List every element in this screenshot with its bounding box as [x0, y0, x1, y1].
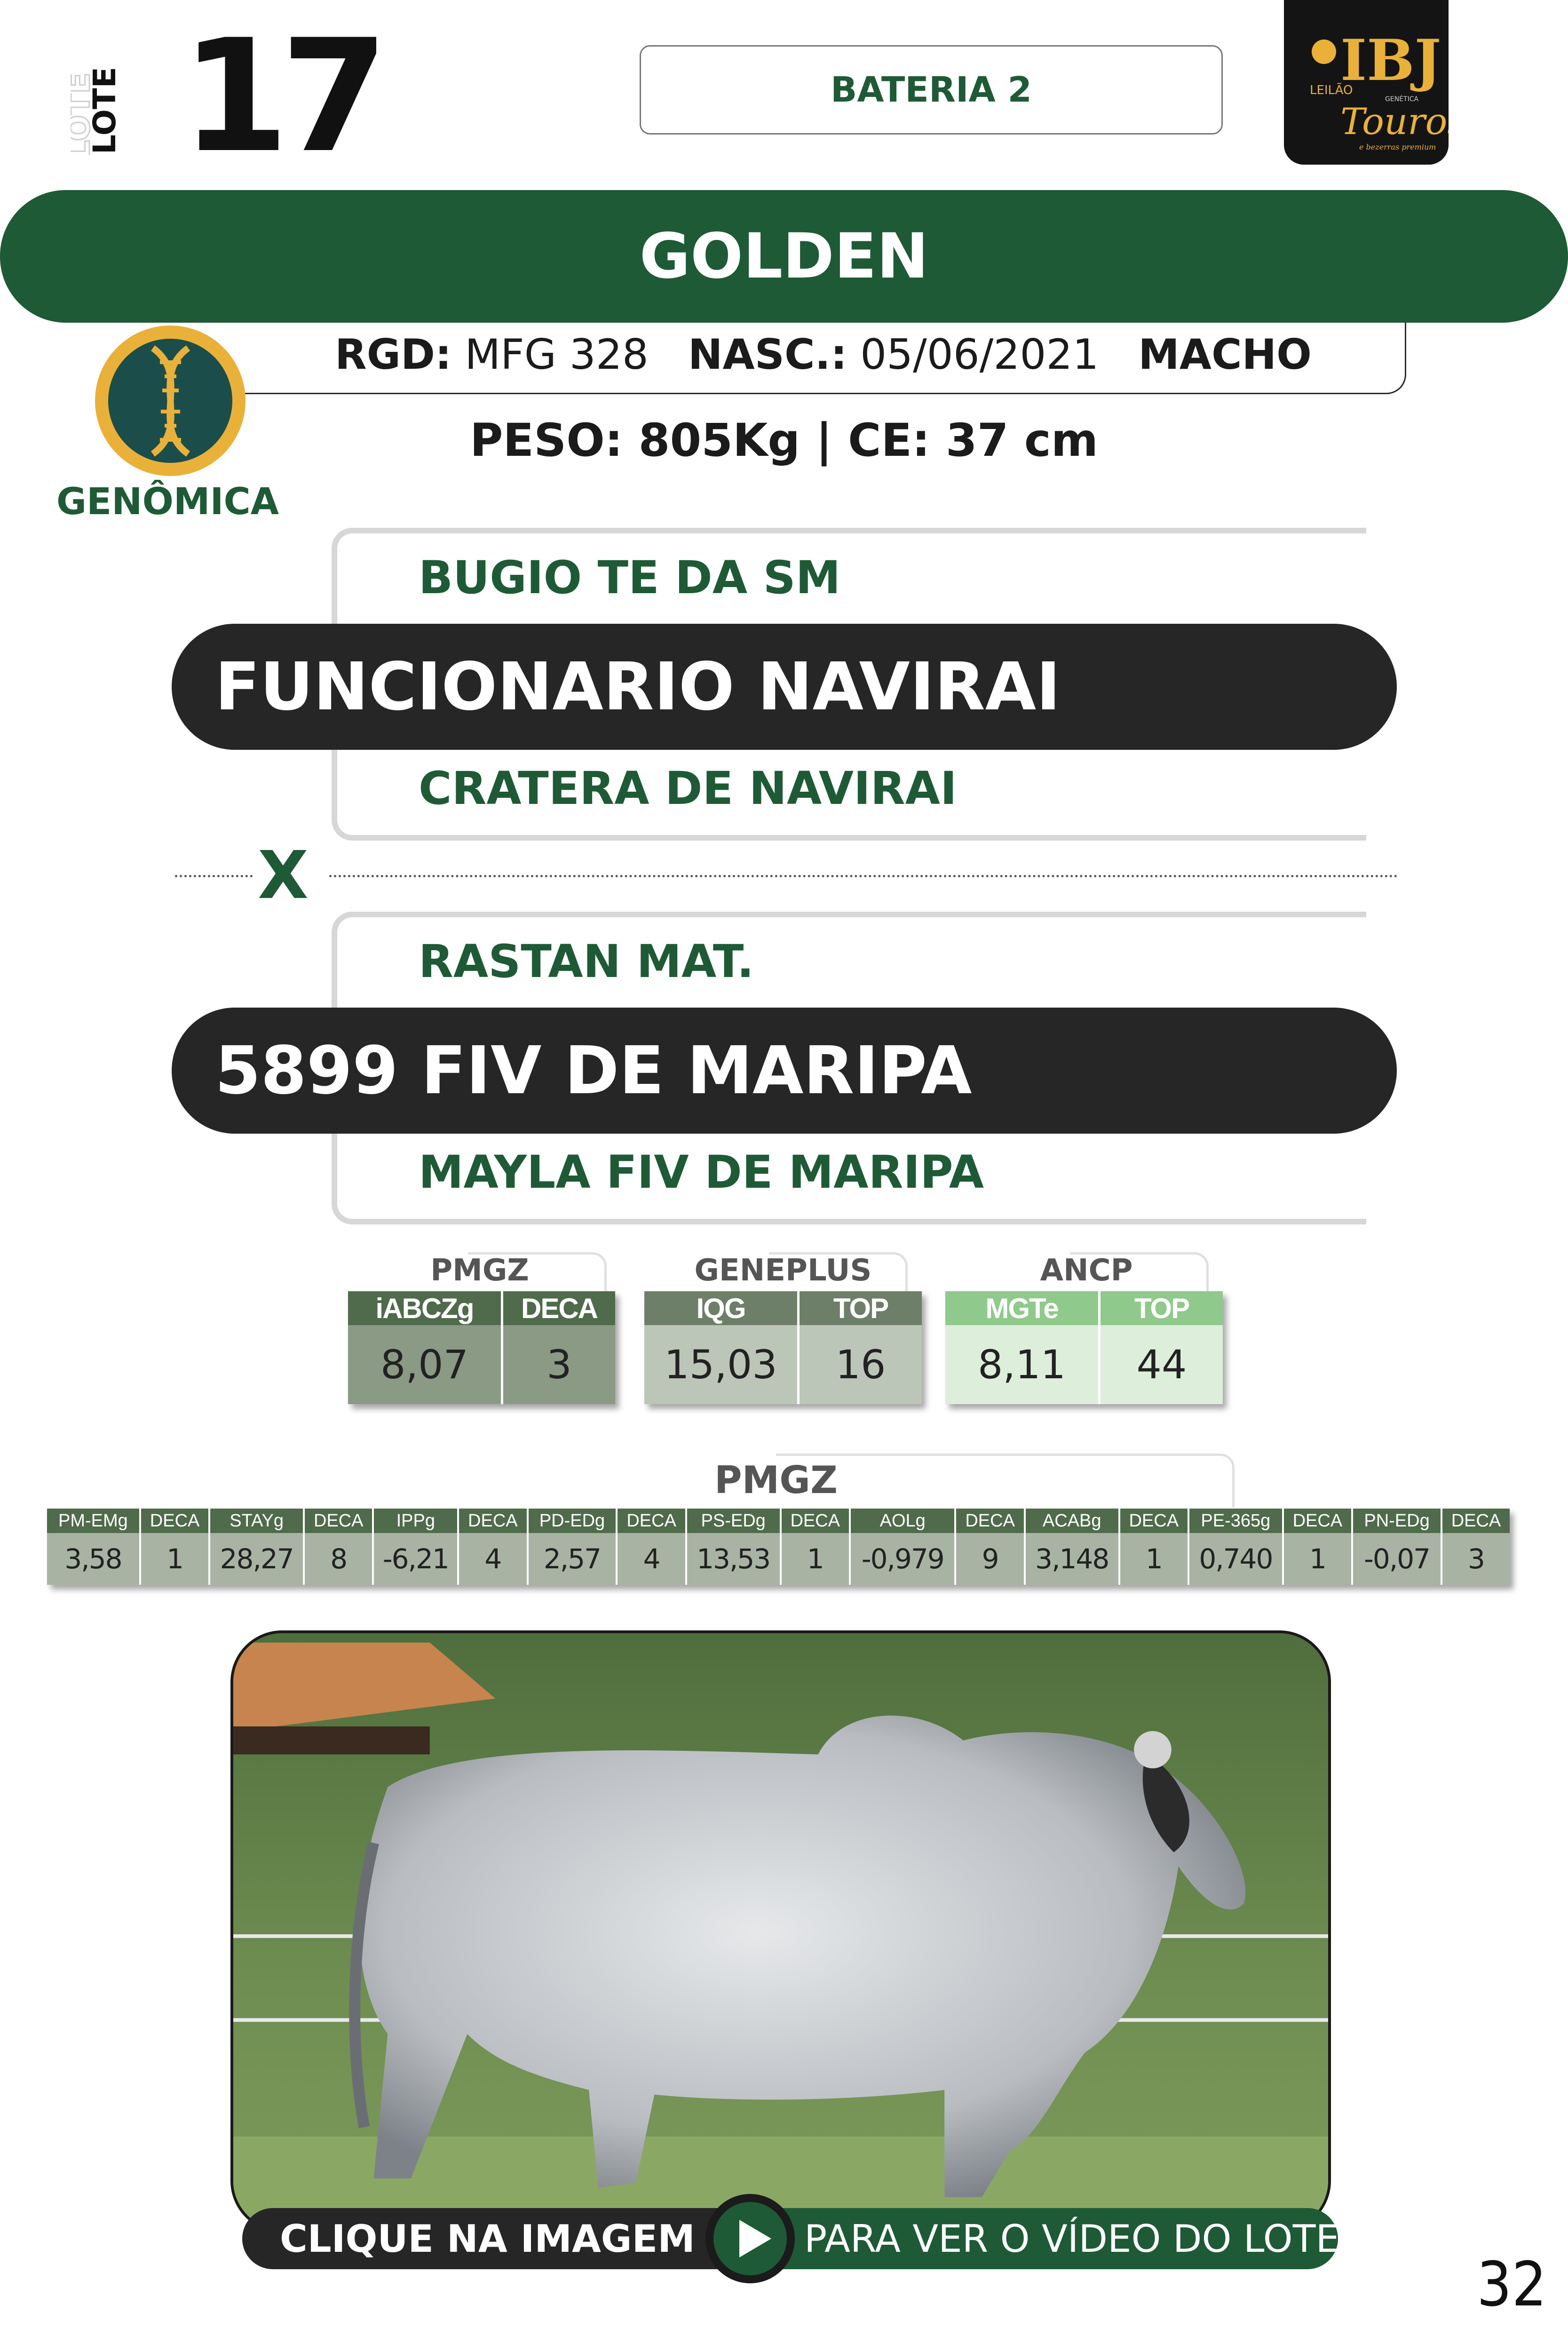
table-cell: 8,11	[945, 1325, 1100, 1404]
table-header: IPPg	[373, 1509, 458, 1533]
dam-name: 5899 FIV DE MARIPA	[215, 1032, 972, 1109]
logo-emblem-icon	[1312, 40, 1336, 64]
table-header: IQG	[644, 1291, 799, 1325]
sire-dam: CRATERA DE NAVIRAI	[419, 762, 957, 815]
cross-divider-left	[175, 875, 253, 877]
table-header: PD-EDg	[528, 1509, 617, 1533]
table-header: TOP	[799, 1291, 922, 1325]
table-cell: 13,53	[686, 1533, 781, 1585]
table-header: STAYg	[209, 1509, 304, 1533]
animal-name: GOLDEN	[639, 220, 929, 293]
svg-text:Touros: Touro	[1340, 101, 1448, 143]
bateria-badge: BATERIA 2	[640, 45, 1223, 135]
table-header: TOP	[1100, 1291, 1223, 1325]
table-header: PS-EDg	[686, 1509, 781, 1533]
sire-bar	[172, 624, 1397, 750]
cta-left-text: CLIQUE NA IMAGEM	[280, 2217, 695, 2261]
svg-text:LOTE: LOTE	[87, 67, 123, 154]
page-number: 32	[1477, 2249, 1547, 2320]
dam-dam: MAYLA FIV DE MARIPA	[419, 1146, 984, 1199]
genomica-badge: GENÔMICA	[56, 481, 279, 523]
table-cell: 3,58	[47, 1533, 140, 1585]
table-header: DECA	[304, 1509, 373, 1533]
table-header: PM-EMg	[47, 1509, 140, 1533]
table-cell: 44	[1100, 1325, 1223, 1404]
table-cell: 9	[955, 1533, 1024, 1585]
table-cell: 8,07	[348, 1325, 502, 1404]
table-cell: 3	[502, 1325, 616, 1404]
nasc-value: 05/06/2021	[860, 330, 1099, 379]
lote-number: 17	[181, 6, 380, 187]
table-header: DECA	[955, 1509, 1024, 1533]
geneplus-label: GENEPLUS	[694, 1253, 872, 1288]
svg-text:IBJ: IBJ	[1340, 27, 1441, 94]
weight-ce: PESO: 805Kg | CE: 37 cm	[470, 414, 1098, 467]
table-cell: 2,57	[528, 1533, 617, 1585]
table-cell: 28,27	[209, 1533, 304, 1585]
table-cell: -0,07	[1352, 1533, 1441, 1585]
table-header: iABCZg	[348, 1291, 502, 1325]
nasc-label: NASC.:	[688, 330, 847, 379]
bull-photo[interactable]	[230, 1630, 1331, 2233]
cross-divider-right	[329, 875, 1398, 877]
cross-mark: X	[258, 837, 309, 914]
rgd-label: RGD:	[335, 330, 452, 379]
table-cell: 1	[1283, 1533, 1352, 1585]
pmgz-detail-table	[47, 1509, 1510, 1585]
table-cell: 16	[799, 1325, 922, 1404]
table-cell: 4	[617, 1533, 686, 1585]
table-cell: -0,979	[850, 1533, 955, 1585]
dam-sire: RASTAN MAT.	[419, 935, 754, 988]
table-cell: 15,03	[644, 1325, 799, 1404]
table-cell: 4	[458, 1533, 527, 1585]
play-button[interactable]	[705, 2194, 795, 2283]
table-header: PE-365g	[1188, 1509, 1283, 1533]
table-cell: 1	[781, 1533, 850, 1585]
pmgz-summary-table	[348, 1291, 615, 1404]
ancp-label: ANCP	[1040, 1253, 1133, 1288]
sire-sire: BUGIO TE DA SM	[419, 551, 841, 604]
table-cell: -6,21	[373, 1533, 458, 1585]
auction-logo	[1284, 0, 1449, 165]
cta-right[interactable]	[734, 2208, 1338, 2269]
geneplus-summary-table	[644, 1291, 922, 1404]
sire-name: FUNCIONARIO NAVIRAI	[215, 648, 1061, 725]
svg-text:e bezerras premium: e bezerras premium	[1359, 143, 1436, 151]
table-cell: 1	[1119, 1533, 1188, 1585]
svg-text:LEILÃO: LEILÃO	[1310, 83, 1353, 97]
svg-text:LOTE: LOTE	[71, 72, 97, 155]
table-header: AOLg	[850, 1509, 955, 1533]
table-cell: 3,148	[1025, 1533, 1119, 1585]
table-cell: 0,740	[1188, 1533, 1283, 1585]
table-header: DECA	[1283, 1509, 1352, 1533]
sex-value: MACHO	[1138, 330, 1312, 379]
table-cell: 1	[140, 1533, 209, 1585]
dna-icon	[94, 325, 247, 477]
table-header: DECA	[140, 1509, 209, 1533]
table-header: DECA	[617, 1509, 686, 1533]
table-header: DECA	[1441, 1509, 1510, 1533]
table-header: DECA	[458, 1509, 527, 1533]
dam-bar	[172, 1008, 1397, 1134]
table-cell: 8	[304, 1533, 373, 1585]
table-header: DECA	[1119, 1509, 1188, 1533]
pmgz-detail-title: PMGZ	[714, 1458, 838, 1502]
animal-info	[335, 330, 1312, 379]
rgd-value: MFG 328	[465, 330, 649, 379]
pmgz-label: PMGZ	[430, 1253, 529, 1288]
table-header: PN-EDg	[1352, 1509, 1441, 1533]
lote-label	[71, 33, 141, 155]
table-header: ACABg	[1025, 1509, 1119, 1533]
table-header: DECA	[781, 1509, 850, 1533]
svg-text:GENÉTICA: GENÉTICA	[1385, 95, 1419, 103]
ancp-summary-table	[945, 1291, 1223, 1404]
table-cell: 3	[1441, 1533, 1510, 1585]
cta-right-text: PARA VER O VÍDEO DO LOTE	[804, 2217, 1340, 2261]
table-header: MGTe	[945, 1291, 1100, 1325]
table-header: DECA	[502, 1291, 616, 1325]
animal-name-bar	[0, 190, 1568, 323]
